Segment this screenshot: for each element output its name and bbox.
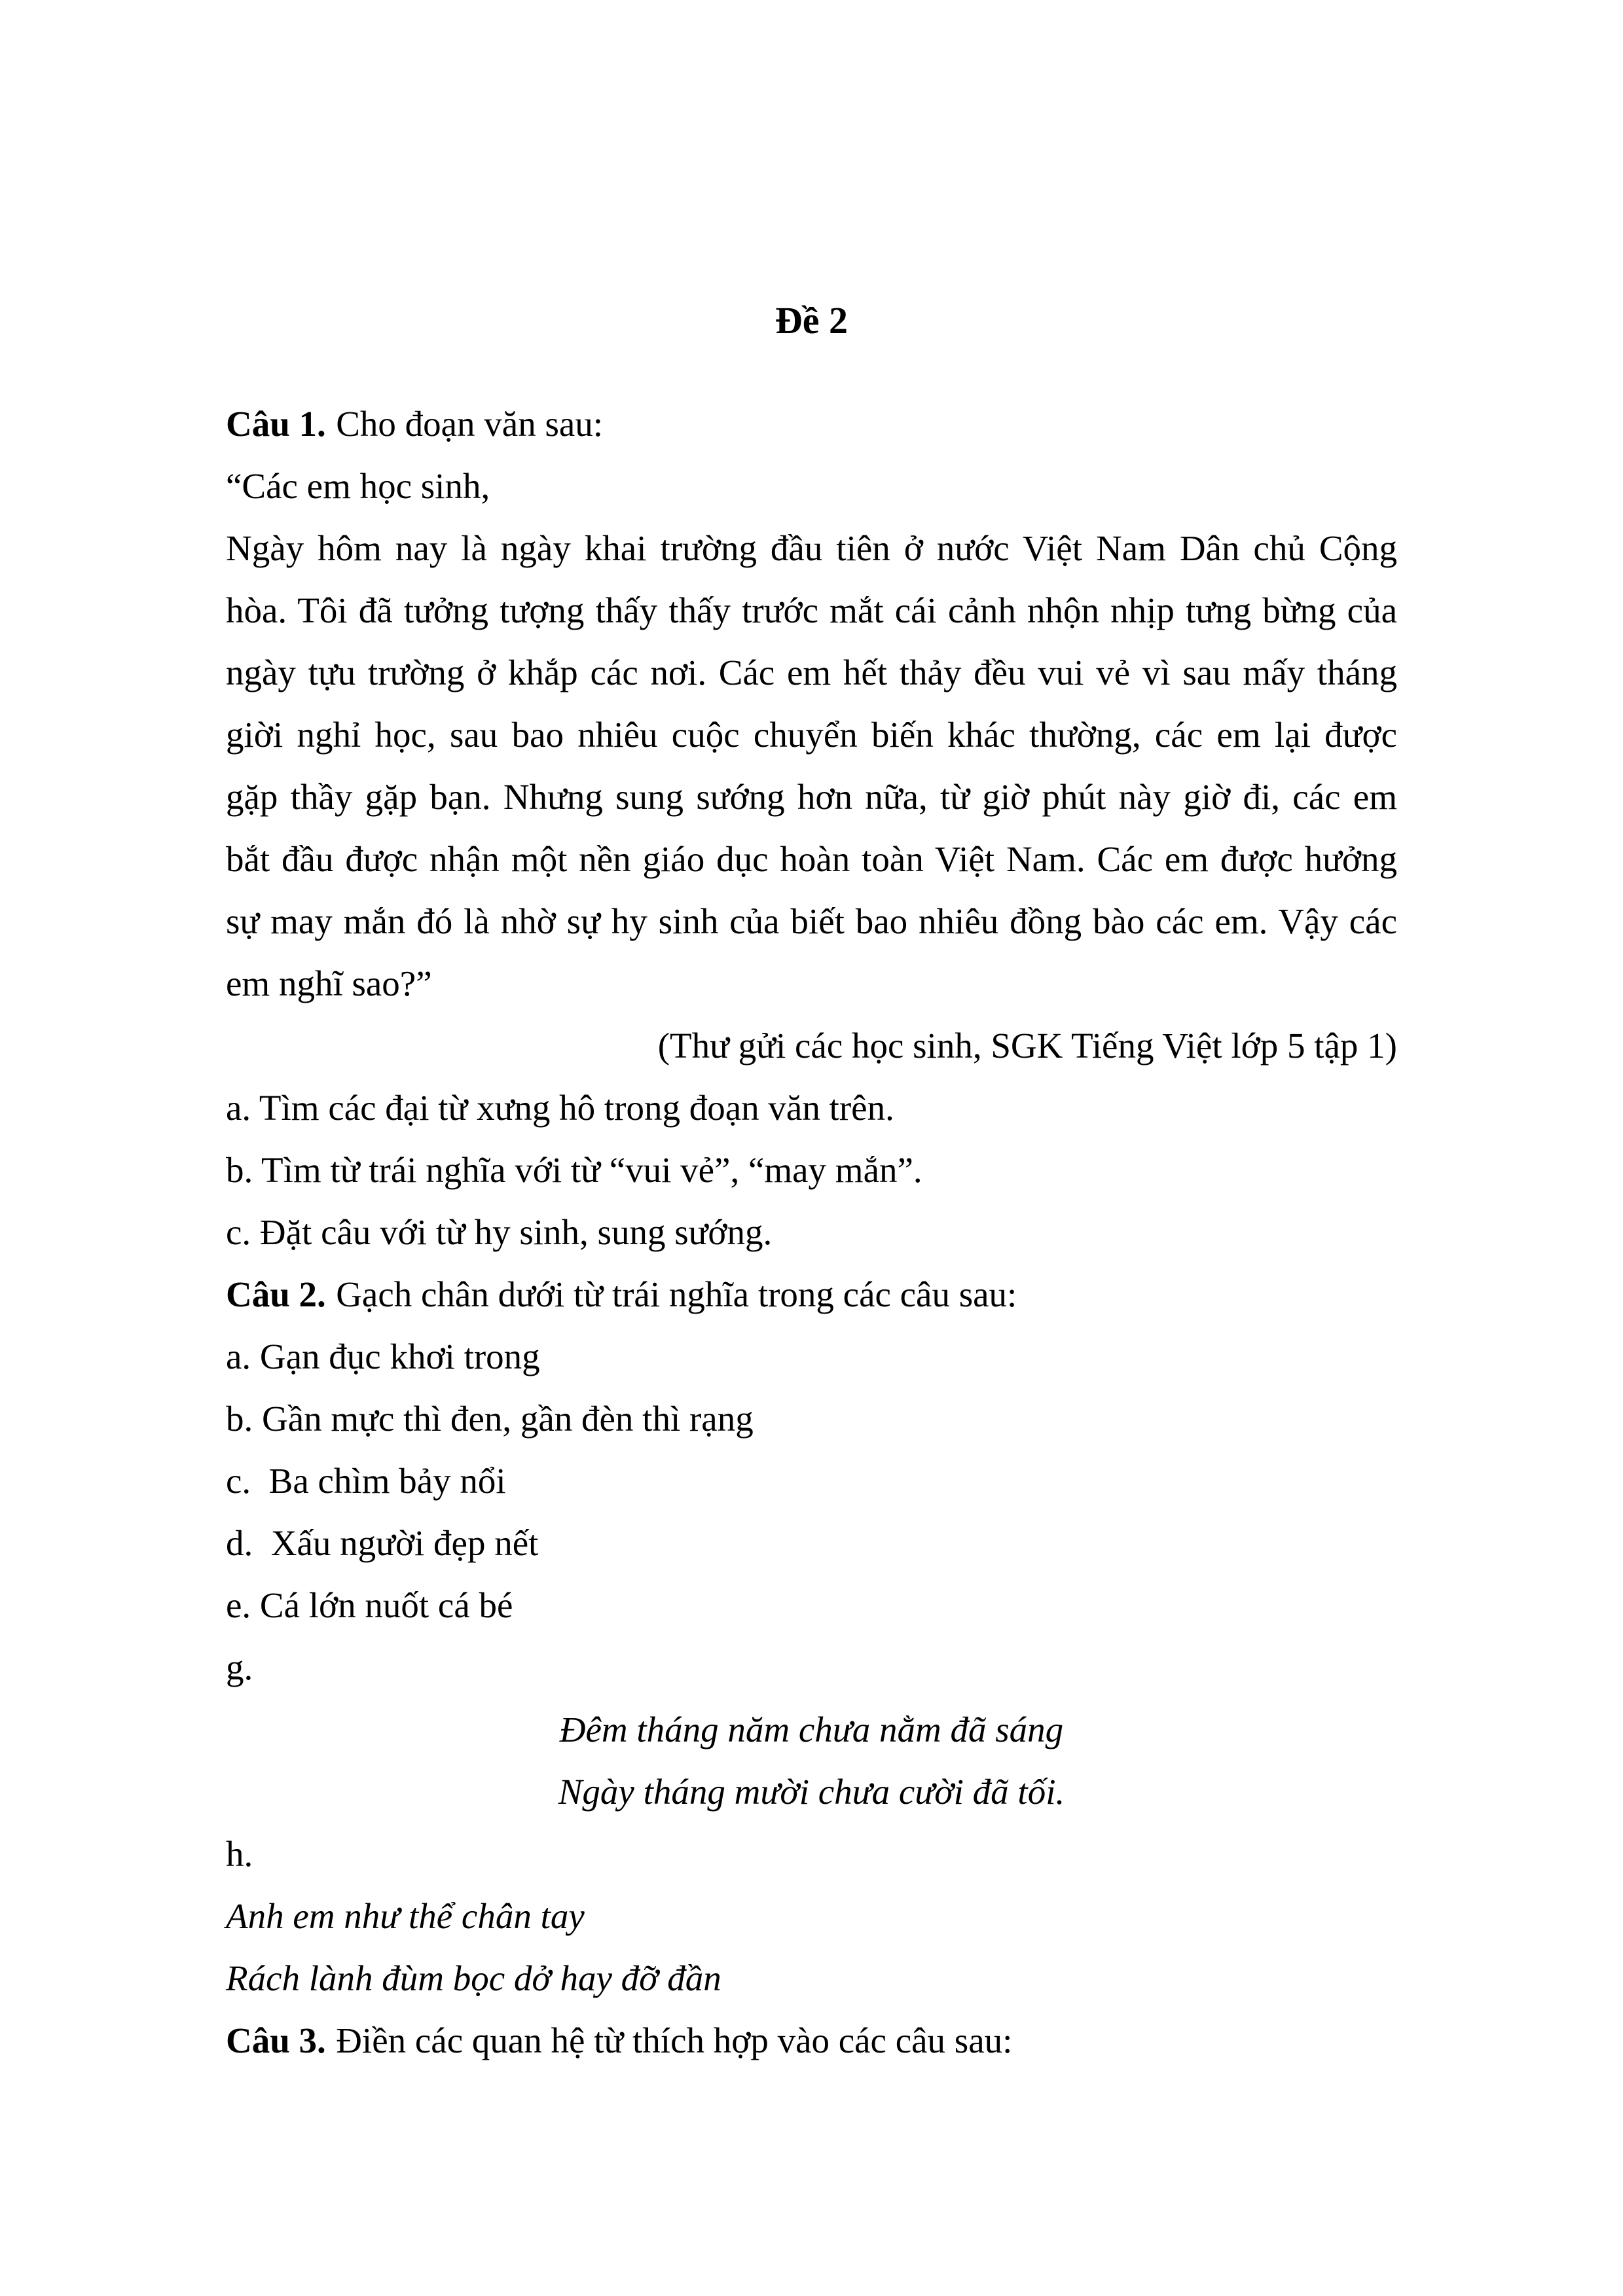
question-2-label: Câu 2. bbox=[226, 1274, 326, 1314]
quote-citation: (Thư gửi các học sinh, SGK Tiếng Việt lớp 5 tập 1) bbox=[657, 1026, 1397, 1066]
quote-line-6: bắt đầu được nhận một nền giáo dục hoàn toàn Việt Nam. Các em được hưởng bbox=[226, 839, 1397, 879]
question-1-item-b: b. Tìm từ trái nghĩa với từ “vui vẻ”, “may mắn”. bbox=[226, 1150, 922, 1190]
question-1-item-c: c. Đặt câu với từ hy sinh, sung sướng. bbox=[226, 1212, 773, 1252]
question-2-item-e: e. Cá lớn nuốt cá bé bbox=[226, 1585, 513, 1625]
quote-closing-line: em nghĩ sao?” bbox=[226, 963, 432, 1003]
proverb-g-line-1: Đêm tháng năm chưa nằm đã sáng bbox=[559, 1710, 1064, 1749]
question-2-item-b: b. Gần mực thì đen, gần đèn thì rạng bbox=[226, 1399, 754, 1439]
question-2-item-a: a. Gạn đục khơi trong bbox=[226, 1336, 540, 1376]
question-3-label: Câu 3. bbox=[226, 2020, 326, 2060]
proverb-g-line-2: Ngày tháng mười chưa cười đã tối. bbox=[558, 1772, 1065, 1812]
page-title: Đề 2 bbox=[775, 299, 848, 342]
question-2-header bbox=[226, 1263, 1397, 1325]
question-2-item-d: d. Xấu người đẹp nết bbox=[226, 1523, 539, 1563]
quote-line-5: gặp thầy gặp bạn. Nhưng sung sướng hơn nữa, từ giờ phút này giờ đi, các em bbox=[226, 777, 1397, 817]
quote-line-2: hòa. Tôi đã tưởng tượng thấy thấy trước mắt cái cảnh nhộn nhịp tưng bừng của bbox=[226, 590, 1397, 630]
quote-line-1: Ngày hôm nay là ngày khai trường đầu tiên ở nước Việt Nam Dân chủ Cộng bbox=[226, 528, 1397, 568]
question-2-prompt: Gạch chân dưới từ trái nghĩa trong các câu sau: bbox=[336, 1274, 1017, 1314]
question-3-header bbox=[226, 2009, 1397, 2072]
question-1-label: Câu 1. bbox=[226, 404, 326, 444]
question-3-prompt: Điền các quan hệ từ thích hợp vào các câu sau: bbox=[336, 2020, 1013, 2060]
quote-line-3: ngày tựu trường ở khắp các nơi. Các em hết thảy đều vui vẻ vì sau mấy tháng bbox=[226, 653, 1397, 692]
question-2-item-g: g. bbox=[226, 1647, 253, 1687]
quote-opening-line: “Các em học sinh, bbox=[226, 466, 490, 506]
quote-line-7: sự may mắn đó là nhờ sự hy sinh của biết bao nhiêu đồng bào các em. Vậy các bbox=[226, 901, 1397, 941]
proverb-h-line-1: Anh em như thể chân tay bbox=[226, 1896, 585, 1936]
question-2-item-h: h. bbox=[226, 1834, 253, 1874]
question-2-item-c: c. Ba chìm bảy nổi bbox=[226, 1461, 506, 1501]
proverb-h-line-2: Rách lành đùm bọc dở hay đỡ đần bbox=[226, 1958, 721, 1998]
question-1-item-a: a. Tìm các đại từ xưng hô trong đoạn văn trên. bbox=[226, 1088, 894, 1128]
question-1-prompt: Cho đoạn văn sau: bbox=[336, 404, 604, 444]
quote-line-4: giời nghỉ học, sau bao nhiêu cuộc chuyển biến khác thường, các em lại được bbox=[226, 715, 1397, 755]
question-1-header bbox=[226, 393, 1397, 455]
